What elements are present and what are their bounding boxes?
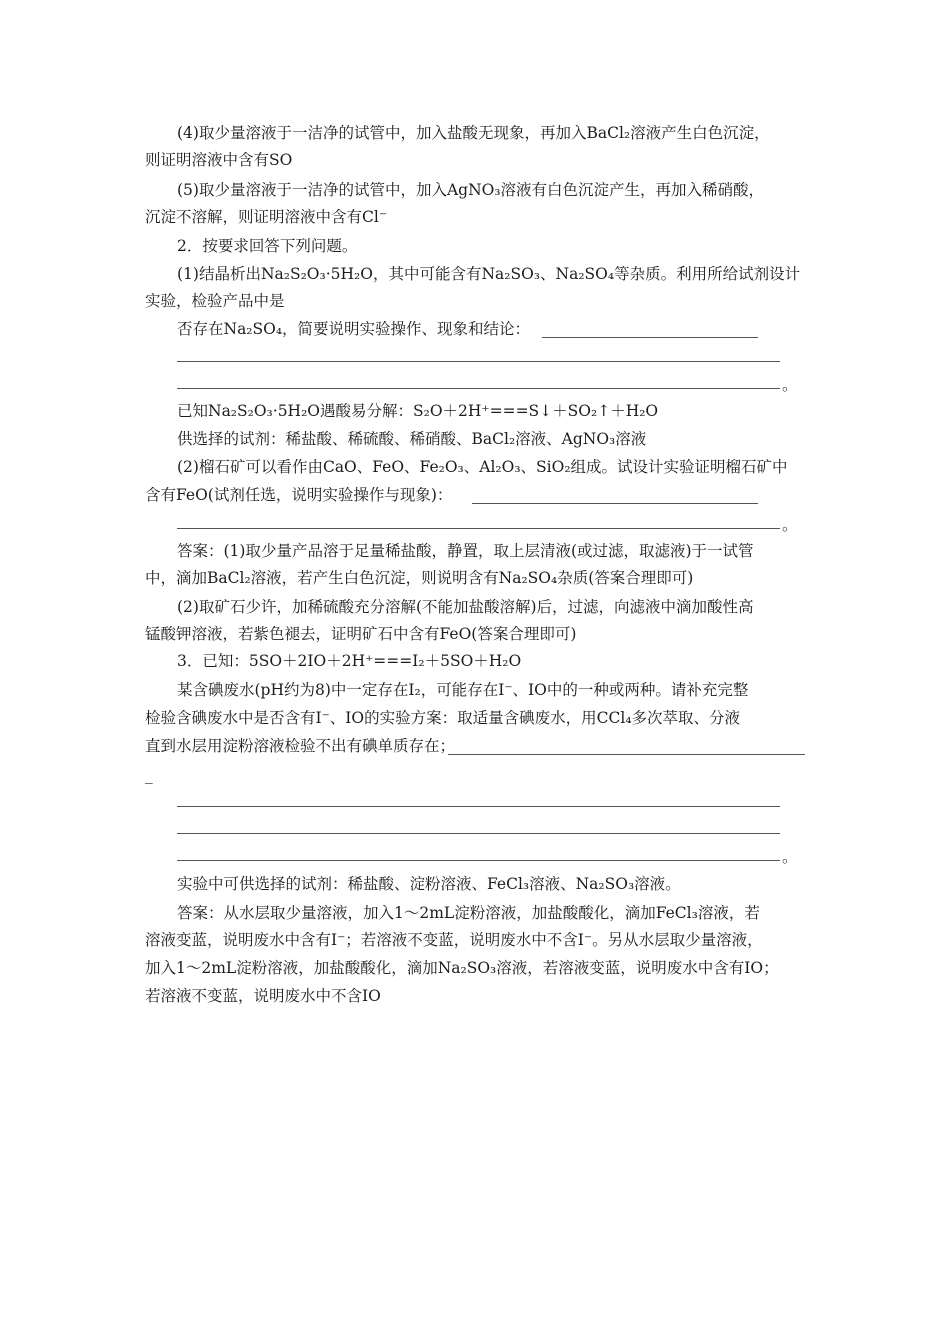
blank-end-period: 。 (782, 516, 798, 534)
blank-end-period: 。 (782, 376, 798, 394)
answer-line-3: (2)取矿石少许，加稀硫酸充分溶解(不能加盐酸溶解)后，过滤，向滤液中滴加酸性高 (177, 598, 754, 616)
text-line-2-2-b: 含有FeO(试剂任选，说明实验操作与现象)： (145, 486, 453, 504)
question-2-heading: 2．按要求回答下列问题。 (177, 237, 358, 255)
text-line-q5-1: (5)取少量溶液于一洁净的试管中，加入AgNO₃溶液有白色沉淀产生，再加入稀硝酸， (177, 181, 765, 199)
text-line-3-a: 某含碘废水(pH约为8)中一定存在I₂，可能存在I⁻、IO中的一种或两种。请补充完整 (177, 681, 749, 699)
text-line-2-1-a: (1)结晶析出Na₂S₂O₃·5H₂O，其中可能含有Na₂SO₃、Na₂SO₄等杂质。利用所给试剂设计 (177, 265, 801, 283)
answer-blank-line (472, 503, 758, 504)
text-line-2-2-a: (2)榴石矿可以看作由CaO、FeO、Fe₂O₃、Al₂O₃、SiO₂组成。试设计实验证明榴石矿中 (177, 458, 788, 476)
question-3-heading: 3．已知：5SO＋2IO＋2H⁺===I₂＋5SO＋H₂O (177, 652, 522, 670)
answer-blank-line (448, 754, 805, 755)
answer-blank-line (177, 806, 780, 807)
answer-3-line-3: 加入1～2mL淀粉溶液，加盐酸酸化，滴加Na₂SO₃溶液，若溶液变蓝，说明废水中含有IO； (145, 959, 779, 977)
answer-blank-line (177, 860, 780, 861)
blank-end-period: 。 (782, 848, 798, 866)
answer-blank-line (177, 388, 780, 389)
text-line-q4-2: 则证明溶液中含有SO (145, 151, 293, 169)
text-line-3-c: 直到水层用淀粉溶液检验不出有碘单质存在； (145, 737, 456, 755)
answer-line-2: 中，滴加BaCl₂溶液，若产生白色沉淀，则说明含有Na₂SO₄杂质(答案合理即可) (145, 569, 694, 587)
text-line-3-reagents: 实验中可供选择的试剂：稀盐酸、淀粉溶液、FeCl₃溶液、Na₂SO₃溶液。 (177, 875, 681, 893)
answer-blank-line (542, 337, 758, 338)
text-line-2-1-b: 实验，检验产品中是 (145, 292, 285, 310)
blank-continuation-mark: _ (145, 766, 153, 784)
answer-blank-line (177, 528, 780, 529)
answer-line-1: 答案：(1)取少量产品溶于足量稀盐酸，静置，取上层清液(或过滤，取滤液)于一试管 (177, 542, 754, 560)
answer-3-line-4: 若溶液不变蓝，说明废水中不含IO (145, 987, 381, 1005)
answer-blank-line (177, 361, 780, 362)
text-line-known-reaction: 已知Na₂S₂O₃·5H₂O遇酸易分解：S₂O＋2H⁺===S↓＋SO₂↑＋H₂O (177, 402, 659, 420)
text-line-2-1-c: 否存在Na₂SO₄，简要说明实验操作、现象和结论： (177, 320, 531, 338)
answer-blank-line (177, 833, 780, 834)
text-line-q5-2: 沉淀不溶解，则证明溶液中含有Cl⁻ (145, 208, 387, 226)
text-line-3-b: 检验含碘废水中是否含有I⁻、IO的实验方案：取适量含碘废水，用CCl₄多次萃取、分液 (145, 709, 741, 727)
answer-3-line-1: 答案：从水层取少量溶液，加入1～2mL淀粉溶液，加盐酸酸化，滴加FeCl₃溶液，若 (177, 904, 760, 922)
answer-3-line-2: 溶液变蓝，说明废水中含有I⁻；若溶液不变蓝，说明废水中不含I⁻。另从水层取少量溶液， (145, 931, 763, 949)
text-line-q4-1: (4)取少量溶液于一洁净的试管中，加入盐酸无现象，再加入BaCl₂溶液产生白色沉淀， (177, 124, 770, 142)
answer-line-4: 锰酸钾溶液，若紫色褪去，证明矿石中含有FeO(答案合理即可) (145, 625, 577, 643)
text-line-reagents: 供选择的试剂：稀盐酸、稀硫酸、稀硝酸、BaCl₂溶液、AgNO₃溶液 (177, 430, 647, 448)
